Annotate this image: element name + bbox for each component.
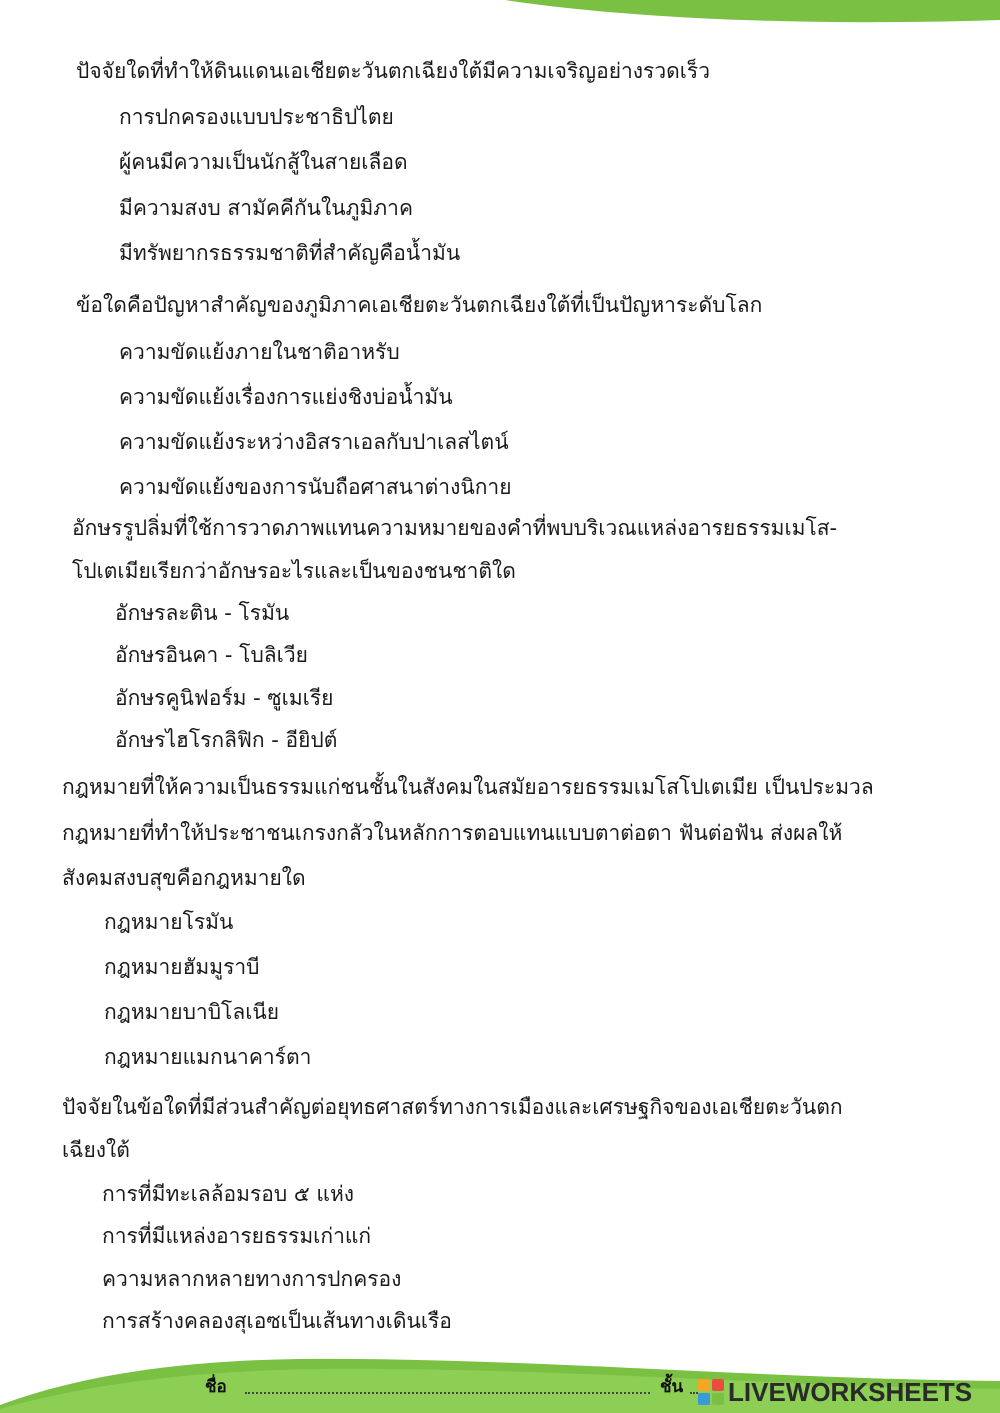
question-2-line-1: ข้อใดคือปัญหาสำคัญของภูมิภาคเอเชียตะวันตกเฉียงใต้ที่เป็นปัญหาระดับโลก (76, 293, 763, 317)
question-5-option-4[interactable]: การสร้างคลองสุเอซเป็นเส้นทางเดินเรือ (102, 1309, 452, 1333)
question-4-option-4[interactable]: กฎหมายแมกนาคาร์ตา (104, 1045, 312, 1069)
question-5-option-3[interactable]: ความหลากหลายทางการปกครอง (102, 1267, 402, 1291)
name-field[interactable] (245, 1392, 650, 1394)
liveworksheets-logo (698, 1378, 972, 1406)
liveworksheets-wordmark: LIVEWORKSHEETS (728, 1377, 973, 1407)
question-5-option-2[interactable]: การที่มีแหล่งอารยธรรมเก่าแก่ (102, 1224, 372, 1248)
footer (0, 1370, 1000, 1410)
question-4-option-3[interactable]: กฎหมายบาบิโลเนีย (104, 1000, 280, 1024)
question-1-line-1: ปัจจัยใดที่ทำให้ดินแดนเอเชียตะวันตกเฉียงใต้มีความเจริญอย่างรวดเร็ว (76, 59, 710, 83)
class-label: ชั้น (660, 1377, 684, 1397)
question-1-option-1[interactable]: การปกครองแบบประชาธิปไตย (119, 105, 394, 129)
question-1-option-2[interactable]: ผู้คนมีความเป็นนักสู้ในสายเลือด (119, 150, 408, 174)
question-2-option-4[interactable]: ความขัดแย้งของการนับถือศาสนาต่างนิกาย (119, 475, 512, 499)
question-3-option-3[interactable]: อักษรคูนิฟอร์ม - ซูเมเรีย (115, 686, 334, 710)
question-5-line-2: เฉียงใต้ (62, 1138, 130, 1162)
question-3-option-4[interactable]: อักษรไฮโรกลิฟิก - อียิปต์ (115, 728, 338, 752)
question-1-option-3[interactable]: มีความสงบ สามัคคีกันในภูมิภาค (119, 196, 413, 220)
question-4-line-1: กฎหมายที่ให้ความเป็นธรรมแก่ชนชั้นในสังคมในสมัยอารยธรรมเมโสโปเตเมีย เป็นประมวล (62, 775, 874, 799)
question-2-option-3[interactable]: ความขัดแย้งระหว่างอิสราเอลกับปาเลสไตน์ (119, 430, 509, 454)
question-1-option-4[interactable]: มีทรัพยากรธรรมชาติที่สำคัญคือน้ำมัน (119, 241, 461, 265)
question-2-option-1[interactable]: ความขัดแย้งภายในชาติอาหรับ (119, 340, 400, 364)
question-3-line-2: โปเตเมียเรียกว่าอักษรอะไรและเป็นของชนชาติใด (72, 559, 516, 583)
question-3-option-2[interactable]: อักษรอินคา - โบลิเวีย (115, 643, 308, 667)
name-label: ชื่อ (205, 1377, 227, 1397)
question-3-option-1[interactable]: อักษรละติน - โรมัน (115, 601, 290, 625)
question-5-line-1: ปัจจัยในข้อใดที่มีส่วนสำคัญต่อยุทธศาสตร์ทางการเมืองและเศรษฐกิจของเอเชียตะวันตก (62, 1095, 843, 1119)
class-field[interactable] (690, 1392, 698, 1394)
liveworksheets-icon (698, 1379, 724, 1405)
question-4-line-3: สังคมสงบสุขคือกฎหมายใด (62, 866, 306, 890)
question-4-option-2[interactable]: กฎหมายฮัมมูราบี (104, 955, 260, 979)
question-4-option-1[interactable]: กฎหมายโรมัน (104, 910, 234, 934)
question-4-line-2: กฎหมายที่ทำให้ประชาชนเกรงกลัวในหลักการตอบแทนแบบตาต่อตา ฟันต่อฟัน ส่งผลให้ (62, 821, 843, 845)
question-3-line-1: อักษรรูปลิ่มที่ใช้การวาดภาพแทนความหมายของคำที่พบบริเวณแหล่งอารยธรรมเมโส- (72, 516, 838, 540)
question-2-option-2[interactable]: ความขัดแย้งเรื่องการแย่งชิงบ่อน้ำมัน (119, 385, 453, 409)
question-5-option-1[interactable]: การที่มีทะเลล้อมรอบ ๕ แห่ง (102, 1182, 355, 1206)
